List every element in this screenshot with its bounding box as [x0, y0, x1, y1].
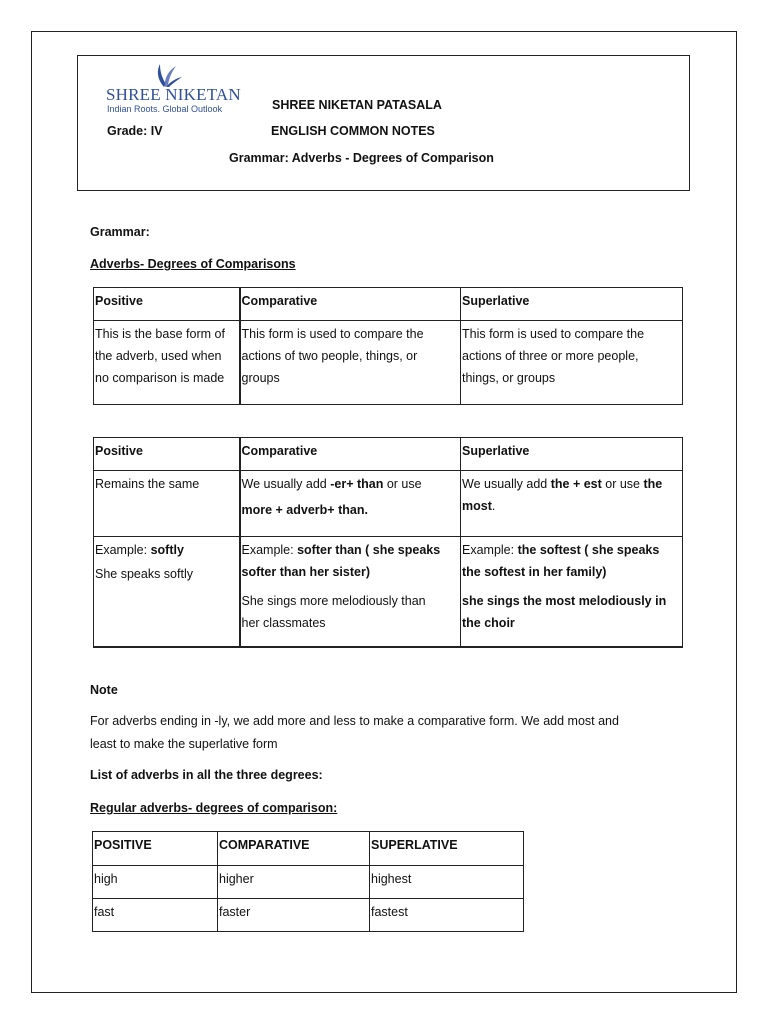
section-label: Grammar:: [90, 225, 150, 239]
comparative-rule: We usually add -er+ than or use more + adverb+ than.: [240, 471, 461, 537]
header-comparative: Comparative: [240, 438, 461, 471]
header-positive: Positive: [94, 288, 240, 321]
table-header-row: [93, 832, 524, 866]
header-superlative: Superlative: [461, 438, 683, 471]
table-row: [93, 899, 524, 932]
cell-comparative: higher: [218, 866, 370, 899]
table-row: [94, 321, 683, 405]
regular-heading: Regular adverbs- degrees of comparison:: [90, 801, 338, 815]
school-name: SHREE NIKETAN PATASALA: [272, 98, 442, 112]
grade-label: Grade: IV: [107, 124, 163, 138]
cell-positive: fast: [93, 899, 218, 932]
table-row: [93, 866, 524, 899]
comparative-example: Example: softer than ( she speaks softer than her sister) She sings more melodiously than her classmates: [240, 537, 461, 647]
header-superlative: Superlative: [461, 288, 683, 321]
table-header-row: [94, 438, 683, 471]
logo-tagline: Indian Roots. Global Outlook: [107, 104, 223, 114]
rules-table: [93, 437, 683, 648]
positive-definition: This is the base form of the adverb, used when no comparison is made: [94, 321, 240, 405]
header-superlative: SUPERLATIVE: [370, 832, 524, 866]
topic-title: Grammar: Adverbs - Degrees of Comparison: [229, 151, 494, 165]
regular-adverbs-table: [92, 831, 524, 932]
header-positive: Positive: [94, 438, 240, 471]
table-row: [94, 537, 683, 647]
cell-superlative: highest: [370, 866, 524, 899]
header-comparative: Comparative: [240, 288, 461, 321]
cell-positive: high: [93, 866, 218, 899]
table-header-row: [94, 288, 683, 321]
cell-comparative: faster: [218, 899, 370, 932]
superlative-example: Example: the softest ( she speaks the softest in her family) she sings the most melodiously in the choir: [461, 537, 683, 647]
cell-superlative: fastest: [370, 899, 524, 932]
table-row: [94, 471, 683, 537]
subject-title: ENGLISH COMMON NOTES: [271, 124, 435, 138]
note-text: For adverbs ending in -ly, we add more and less to make a comparative form. We add most and least to make the superlative form: [90, 714, 619, 751]
section-heading: Adverbs- Degrees of Comparisons: [90, 257, 296, 271]
logo-name: SHREE NIKETAN: [106, 85, 241, 104]
definition-table: [93, 287, 683, 405]
positive-rule: Remains the same: [94, 471, 240, 537]
header-comparative: COMPARATIVE: [218, 832, 370, 866]
header-positive: POSITIVE: [93, 832, 218, 866]
positive-example: Example: softly She speaks softly: [94, 537, 240, 647]
superlative-definition: This form is used to compare the actions of three or more people, things, or groups: [461, 321, 683, 405]
header-box: [77, 55, 690, 191]
note-title: Note: [90, 683, 118, 697]
superlative-rule: We usually add the + est or use the most.: [461, 471, 683, 537]
comparative-definition: This form is used to compare the actions of two people, things, or groups: [240, 321, 461, 405]
school-logo: [106, 62, 256, 118]
list-heading: List of adverbs in all the three degrees:: [90, 768, 323, 782]
